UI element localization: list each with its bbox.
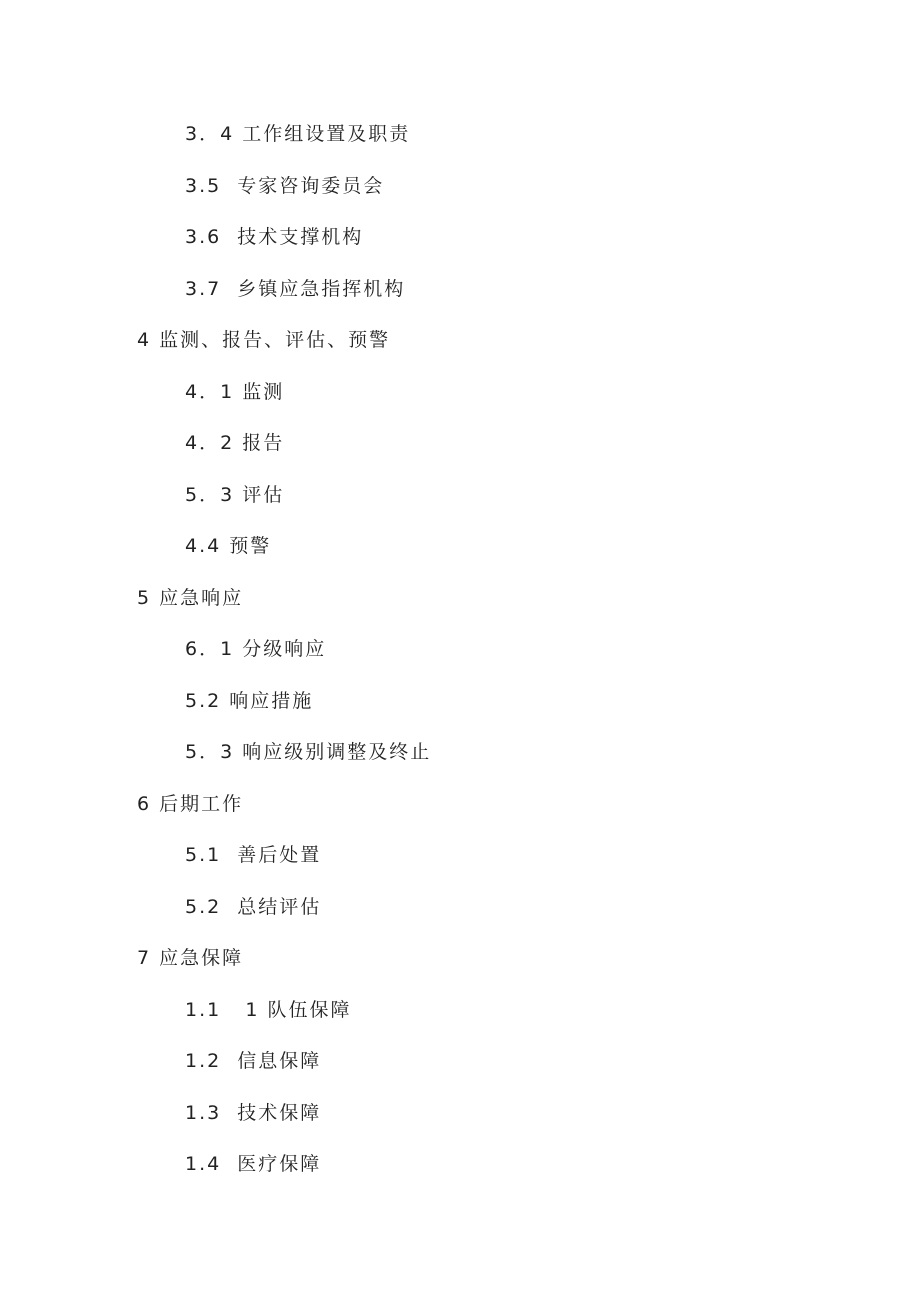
toc-entry: 6．1 分级响应 xyxy=(185,638,327,660)
toc-entry: 4.4 预警 xyxy=(185,535,272,557)
table-of-contents xyxy=(0,112,920,1194)
toc-entry: 1.2 信息保障 xyxy=(185,1050,322,1072)
toc-entry: 5.1 善后处置 xyxy=(185,844,322,866)
toc-section-heading: 6 后期工作 xyxy=(137,792,244,815)
toc-section-heading: 5 应急响应 xyxy=(137,586,244,609)
toc-entry: 1.1 1 队伍保障 xyxy=(185,998,352,1021)
toc-entry: 5.2 总结评估 xyxy=(185,895,322,918)
toc-entry: 1.4 医疗保障 xyxy=(185,1153,322,1175)
toc-section-heading: 4 监测、报告、评估、预警 xyxy=(137,329,391,351)
toc-entry: 5.2 响应措施 xyxy=(185,689,314,712)
toc-entry: 1.3 技术保障 xyxy=(185,1101,322,1124)
toc-entry: 3.5 专家咨询委员会 xyxy=(185,174,385,197)
toc-entry: 4．1 监测 xyxy=(185,380,285,403)
toc-entry: 5．3 评估 xyxy=(185,483,285,506)
toc-entry: 3.7 乡镇应急指挥机构 xyxy=(185,277,406,300)
toc-entry: 5．3 响应级别调整及终止 xyxy=(185,741,432,763)
toc-entry: 4．2 报告 xyxy=(185,432,285,454)
toc-entry: 3.6 技术支撑机构 xyxy=(185,226,364,248)
toc-section-heading: 7 应急保障 xyxy=(137,947,244,969)
toc-entry: 3．4 工作组设置及职责 xyxy=(185,123,411,145)
